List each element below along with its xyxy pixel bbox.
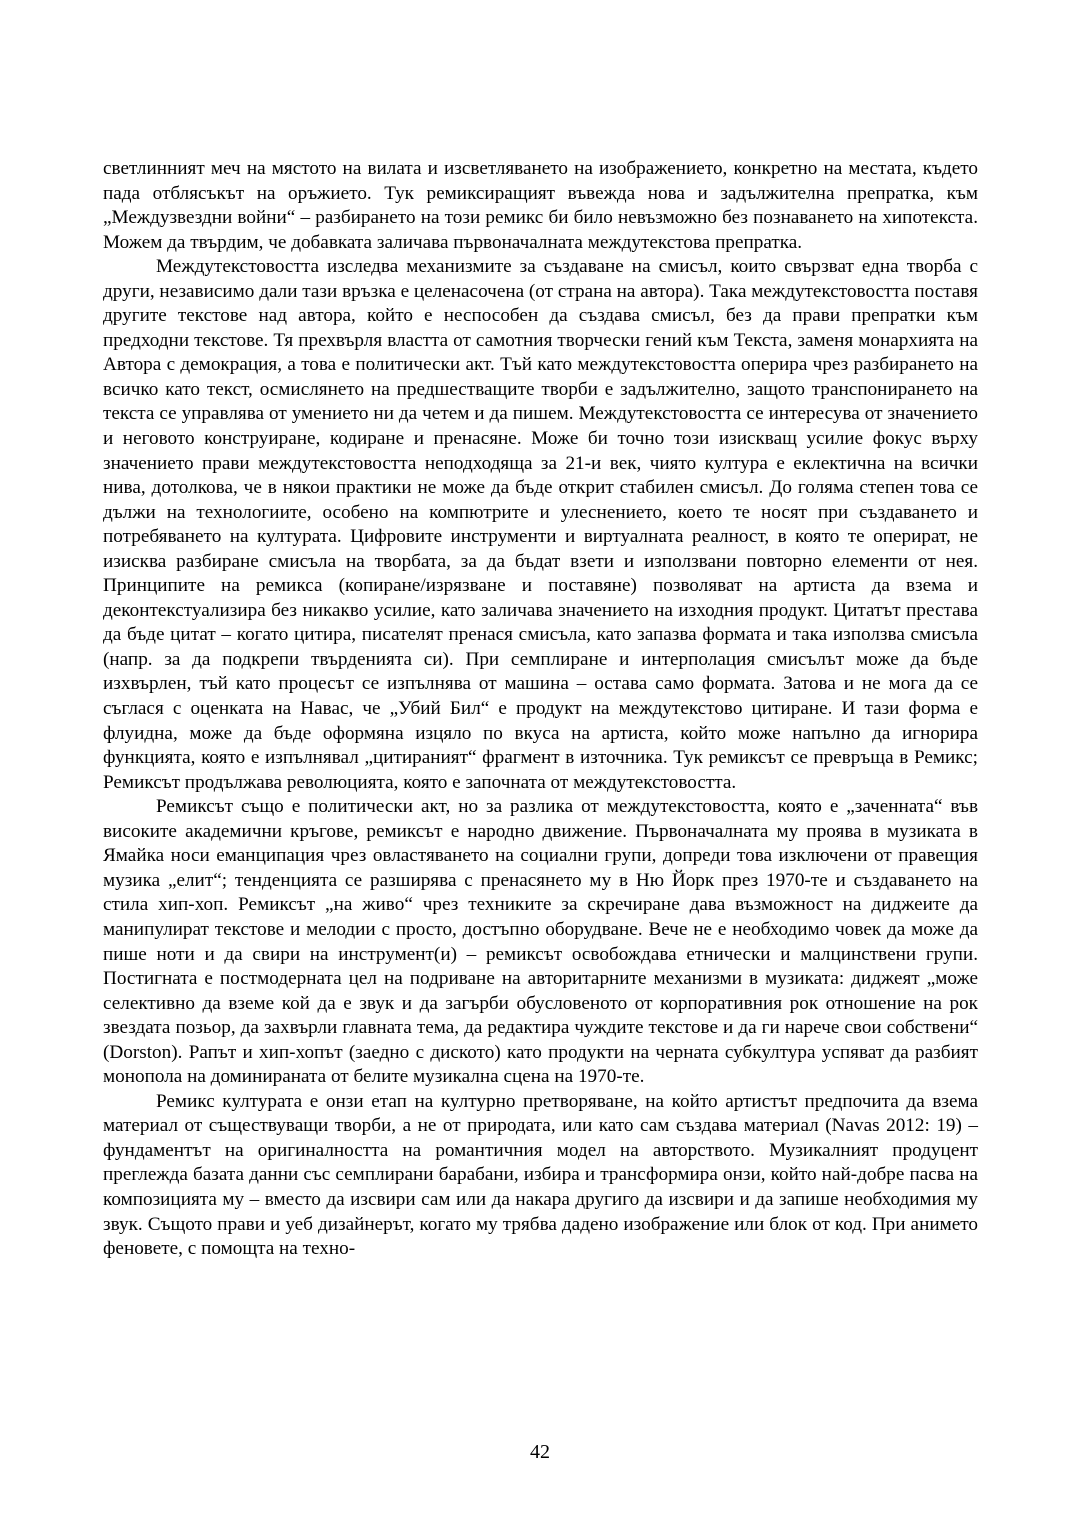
page-body [103, 157, 978, 1262]
paragraph-2: Междутекстовостта изследва механизмите за създаване на смисъл, които свързват една творба с други, независимо дали тази връзка е целенасочена (от страна на автора). Така междутекстовостта поставя другите текстове над автора, който е неспособен да създава смисъл, без да прави препратки към предходни текстове. Тя прехвърля властта от самотния творчески гений към Текста, заменя монархията на Автора с демокрация, а това е политически акт. Тъй като междутекстовостта оперира чрез разбирането на всичко като текст, осмислянето на предшестващите творби е задължително, защото транспонирането на текста се управлява от умението ни да четем и да пишем. Междутекстовостта се интересува от значението и неговото конструиране, кодиране и пренасяне. Може би точно този изискващ усилие фокус върху значението прави междутекстовостта неподходяща за 21-и век, чиято култура е еклектична на всички нива, дотолкова, че в някои практики не може да бъде открит стабилен смисъл. До голяма степен това се дължи на технологиите, особено на компютрите и улеснението, което те носят при създаването и потребяването на културата. Цифровите инструменти и виртуалната реалност, в която те оперират, не изисква разбиране смисъла на творбата, за да бъдат взети и използвани повторно елементи от нея. Принципите на ремикса (копиране/изрязване и поставяне) позволяват на артиста да взема и деконтекстуализира без никакво усилие, като заличава значението на изходния продукт. Цитатът престава да бъде цитат – когато цитира, писателят пренася смисъла, като запазва формата и така използва смисъла (напр. за да подкрепи твърденията си). При семплиране и интерполация смисълът може да бъде изхвърлен, тъй като процесът се изпълнява от машина – остава само формата. Затова и не мога да се съглася с оценката на Навас, че „Убий Бил“ е продукт на междутекстово цитиране. И тази форма е флуидна, може да бъде оформяна изцяло по вкуса на артиста, който може напълно да игнорира функцията, която е изпълнявал „цитираният“ фрагмент в източника. Тук ремиксът се превръща в Ремикс; Ремиксът продължава революцията, която е започната от междутекстовостта. [103, 256, 978, 793]
paragraph-4: Ремикс културата е онзи етап на културно претворяване, на който артистът предпочита да взема материал от съществуващи творби, а не от природата, или като сам създава материал (Navas 2012: 19) – фундаментът на оригиналността на романтичния модел на авторството. Музикалният продуцент преглежда базата данни със семплирани барабани, избира и трансформира онзи, който най-добре пасва на композицията му – вместо да изсвири сам или да накара другиго да изсвири и да запише необходимия му звук. Същото прави и уеб дизайнерът, когато му трябва дадено изображение или блок от код. При анимето феновете, с помощта на техно- [103, 1090, 978, 1260]
page-number: 42 [530, 1441, 550, 1463]
paragraph-1: светлинният меч на мястото на вилата и изсветляването на изображението, конкретно на местата, където пада отблясъкът на оръжието. Тук ремиксиращият въвежда нова и задължителна препратка, към „Междузвездни войни“ – разбирането на този ремикс би било невъзможно без познаването на хипотекста. Можем да твърдим, че добавката заличава първоначалната междутекстова препратка. [103, 158, 978, 253]
paragraph-3: Ремиксът също е политически акт, но за разлика от междутекстовостта, която е „заченната“ във високите академични кръгове, ремиксът е народно движение. Първоначалната му проява в музиката в Ямайка носи еманципация чрез овластяването на социални групи, допреди това изключени от правещия музика „елит“; тенденцията се разширява с пренасянето му в Ню Йорк през 1970-те и създаването на стила хип-хоп. Ремиксът „на живо“ чрез техниките за скречиране дава възможност на диджеите да манипулират текстове и мелодии с просто, достъпно оборудване. Вече не е необходимо човек да може да пише ноти и да свири на инструмент(и) – ремиксът освобождава етнически и малцинствени групи. Постигната е постмодерната цел на подриване на авторитарните механизми в музиката: диджеят „може селективно да вземе кой да е звук и да загърби обусловеното от корпоративния рок отношение на рок звездата позьор, да захвърли главната тема, да редактира чуждите текстове и да ги нарече свои собствени“ (Dorston). Рапът и хип-хопът (заедно с диското) като продукти на черната субкултура успяват да разбият монопола на доминираната от белите музикална сцена на 1970-те. [103, 796, 978, 1088]
